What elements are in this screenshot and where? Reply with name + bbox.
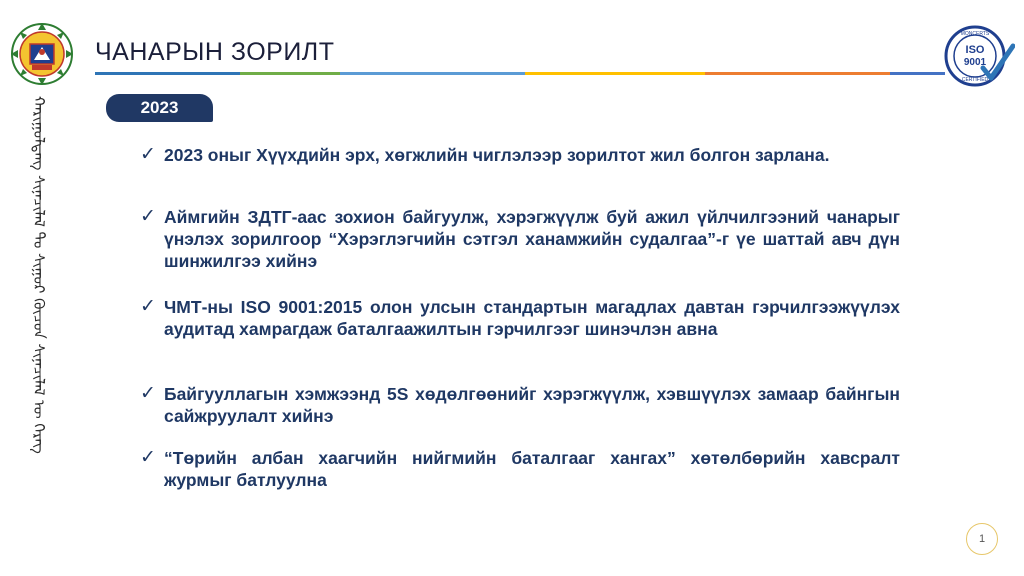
check-icon: ✓ (140, 206, 156, 227)
divider-segment (890, 72, 945, 75)
check-icon: ✓ (140, 447, 156, 468)
page-number: 1 (966, 523, 998, 555)
check-icon: ✓ (140, 383, 156, 404)
mongolian-emblem-logo-icon (10, 22, 74, 86)
list-item-text: 2023 оныг Хүүхдийн эрх, хөгжлийн чиглэлээр зорилтот жил болгон зарлана. (164, 145, 830, 165)
page-title: ЧАНАРЫН ЗОРИЛТ (95, 38, 335, 66)
divider-segment (705, 72, 890, 75)
list-item (140, 447, 900, 491)
iso-badge-top-text: MONCERTS (960, 31, 990, 37)
divider-segment (95, 72, 240, 75)
check-icon: ✓ (140, 144, 156, 165)
list-item-text: Аймгийн ЗДТГ-аас зохион байгуулж, хэрэгжүүлж буй ажил үйлчилгээний чанарыг үнэлэх зорилгоор “Хэрэглэгчийн сэтгэл ханамжийн судалгаа”-г үе шаттай авч дүн шинжилгээ хийнэ (164, 207, 900, 271)
divider-segment (340, 72, 525, 75)
iso-badge-iso-text: ISO (965, 44, 985, 56)
divider-segment (525, 72, 705, 75)
list-item-text: ЧМТ-ны ISO 9001:2015 олон улсын стандартын магадлах давтан гэрчилгээжүүлэх аудитад хамрагдаж баталгаажилтын гэрчилгээг шинэчлэн авна (164, 297, 900, 339)
year-badge: 2023 (106, 94, 213, 122)
list-item (140, 144, 900, 166)
mongolian-script-text: ᠬᠠᠷᠢᠭᠤᠯᠳᠠᠩ ᠰᠢᠨᠡᠴᠢᠯᠡᠯ ᠲᠤ ᠰᠢᠭᠤᠷ ᠬᠦᠴᠦᠨ ᠰᠢᠨᠡᠴᠢᠯᠡᠯ ᠦ ᠬᠡᠷᠡᠭ (30, 96, 48, 454)
title-divider (95, 72, 945, 77)
list-item-text: Байгууллагын хэмжээнд 5S хөдөлгөөнийг хэрэгжүүлж, хэвшүүлэх замаар байнгын сайжруулалт хийнэ (164, 384, 900, 426)
list-item (140, 296, 900, 340)
list-item-text: “Төрийн албан хаагчийн нийгмийн баталгааг хангах” хөтөлбөрийн хавсралт журмыг батлуулна (164, 448, 900, 490)
list-item (140, 206, 900, 272)
iso-certified-logo-icon (943, 24, 1015, 88)
check-icon: ✓ (140, 296, 156, 317)
iso-badge-number-text: 9001 (963, 57, 987, 68)
list-item (140, 383, 900, 427)
divider-segment (240, 72, 340, 75)
iso-badge-bottom-text: CERTIFIED (961, 77, 989, 83)
